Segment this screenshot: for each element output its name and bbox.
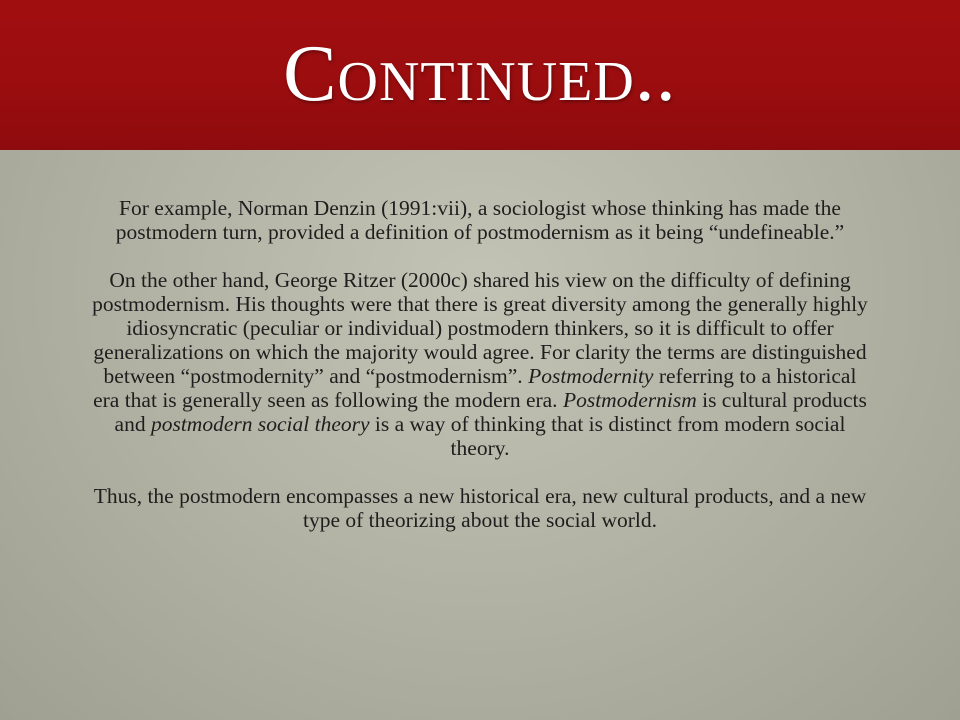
term-postmodern-social-theory: postmodern social theory — [150, 412, 370, 436]
paragraph-denzin: For example, Norman Denzin (1991:vii), a sociologist whose thinking has made the postmodern turn, provided a definition of postmodernism as it being “undefineable.” — [115, 196, 845, 244]
ritzer-intro-text: On the other hand, George Ritzer (2000c) shared his view on the difficulty of defining postmodernism. His thoughts were that there is great diversity among the generally highly idiosyncratic (peculiar or individual) postmodern thinkers, so it is difficult to offer generalizations on which the majority would agree. For clarity the terms are distinguished between “postmodernity” and “postmodernism”. — [92, 268, 868, 388]
term-postmodernity-definition: referring to a historical era that is generally seen as following the modern era. — [93, 364, 857, 412]
slide-title: Continued.. — [283, 30, 677, 118]
paragraph-conclusion: Thus, the postmodern encompasses a new historical era, new cultural products, and a new type of theorizing about the social world. — [93, 484, 867, 532]
term-postmodernism-definition: is cultural products and — [114, 388, 867, 436]
term-postmodernity: Postmodernity — [528, 364, 654, 388]
term-postmodernism: Postmodernism — [562, 388, 697, 412]
slide-body — [88, 196, 872, 532]
title-band — [0, 0, 960, 150]
paragraph-ritzer — [88, 268, 872, 460]
term-postmodern-social-theory-definition: is a way of thinking that is distinct from modern social theory. — [369, 412, 846, 460]
